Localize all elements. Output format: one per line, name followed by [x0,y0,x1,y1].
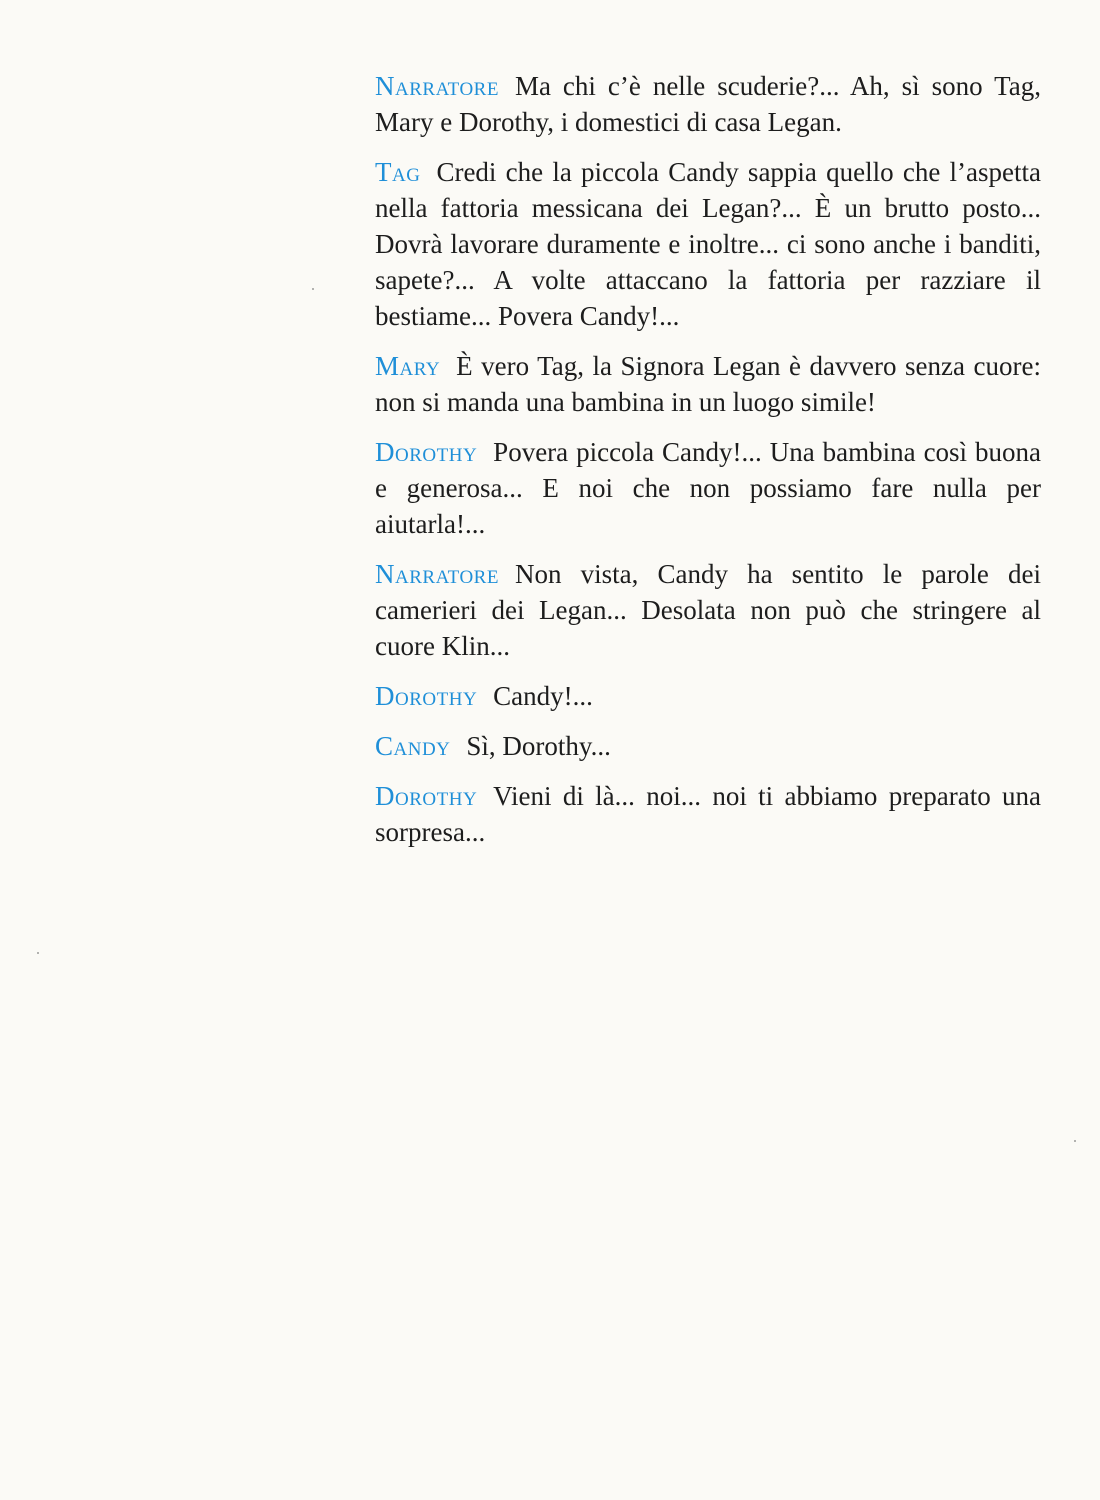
scan-speck [312,288,314,290]
speaker-name: Dorothy [375,437,478,467]
speaker-name: Candy [375,731,451,761]
dialogue-speech: Vieni di là... noi... noi ti abbiamo preparato una sorpresa... [375,781,1041,847]
dialogue-line [375,68,1041,140]
speaker-name: Dorothy [375,781,478,811]
dialogue-line [375,154,1041,334]
speaker-name: Narratore [375,71,499,101]
dialogue-line [375,778,1041,850]
dialogue-speech: Ma chi c’è nelle scuderie?... Ah, sì sono Tag, Mary e Dorothy, i domestici di casa Legan. [375,71,1041,137]
scan-speck [37,952,39,954]
dialogue-text-block [375,68,1041,864]
dialogue-line [375,434,1041,542]
speaker-name: Narratore [375,559,499,589]
speaker-name: Tag [375,157,421,187]
dialogue-line [375,728,1041,764]
speaker-name: Mary [375,351,441,381]
dialogue-line [375,348,1041,420]
dialogue-speech: Non vista, Candy ha sentito le parole dei camerieri dei Legan... Desolata non può che stringere al cuore Klin... [375,559,1041,661]
dialogue-line [375,556,1041,664]
dialogue-line [375,678,1041,714]
dialogue-speech: Credi che la piccola Candy sappia quello che l’aspetta nella fattoria messicana dei Legan?... È un brutto posto... Dovrà lavorare duramente e inoltre... ci sono anche i banditi, sapete?... A volte attaccano la fattoria per razziare il bestiame... Povera Candy!... [375,157,1041,331]
dialogue-speech: È vero Tag, la Signora Legan è davvero senza cuore: non si manda una bambina in un luogo simile! [375,351,1041,417]
dialogue-speech: Candy!... [493,681,593,711]
dialogue-speech: Povera piccola Candy!... Una bambina così buona e generosa... E noi che non possiamo fare nulla per aiutarla!... [375,437,1041,539]
dialogue-speech: Sì, Dorothy... [466,731,611,761]
speaker-name: Dorothy [375,681,478,711]
scan-speck [1074,1140,1076,1142]
